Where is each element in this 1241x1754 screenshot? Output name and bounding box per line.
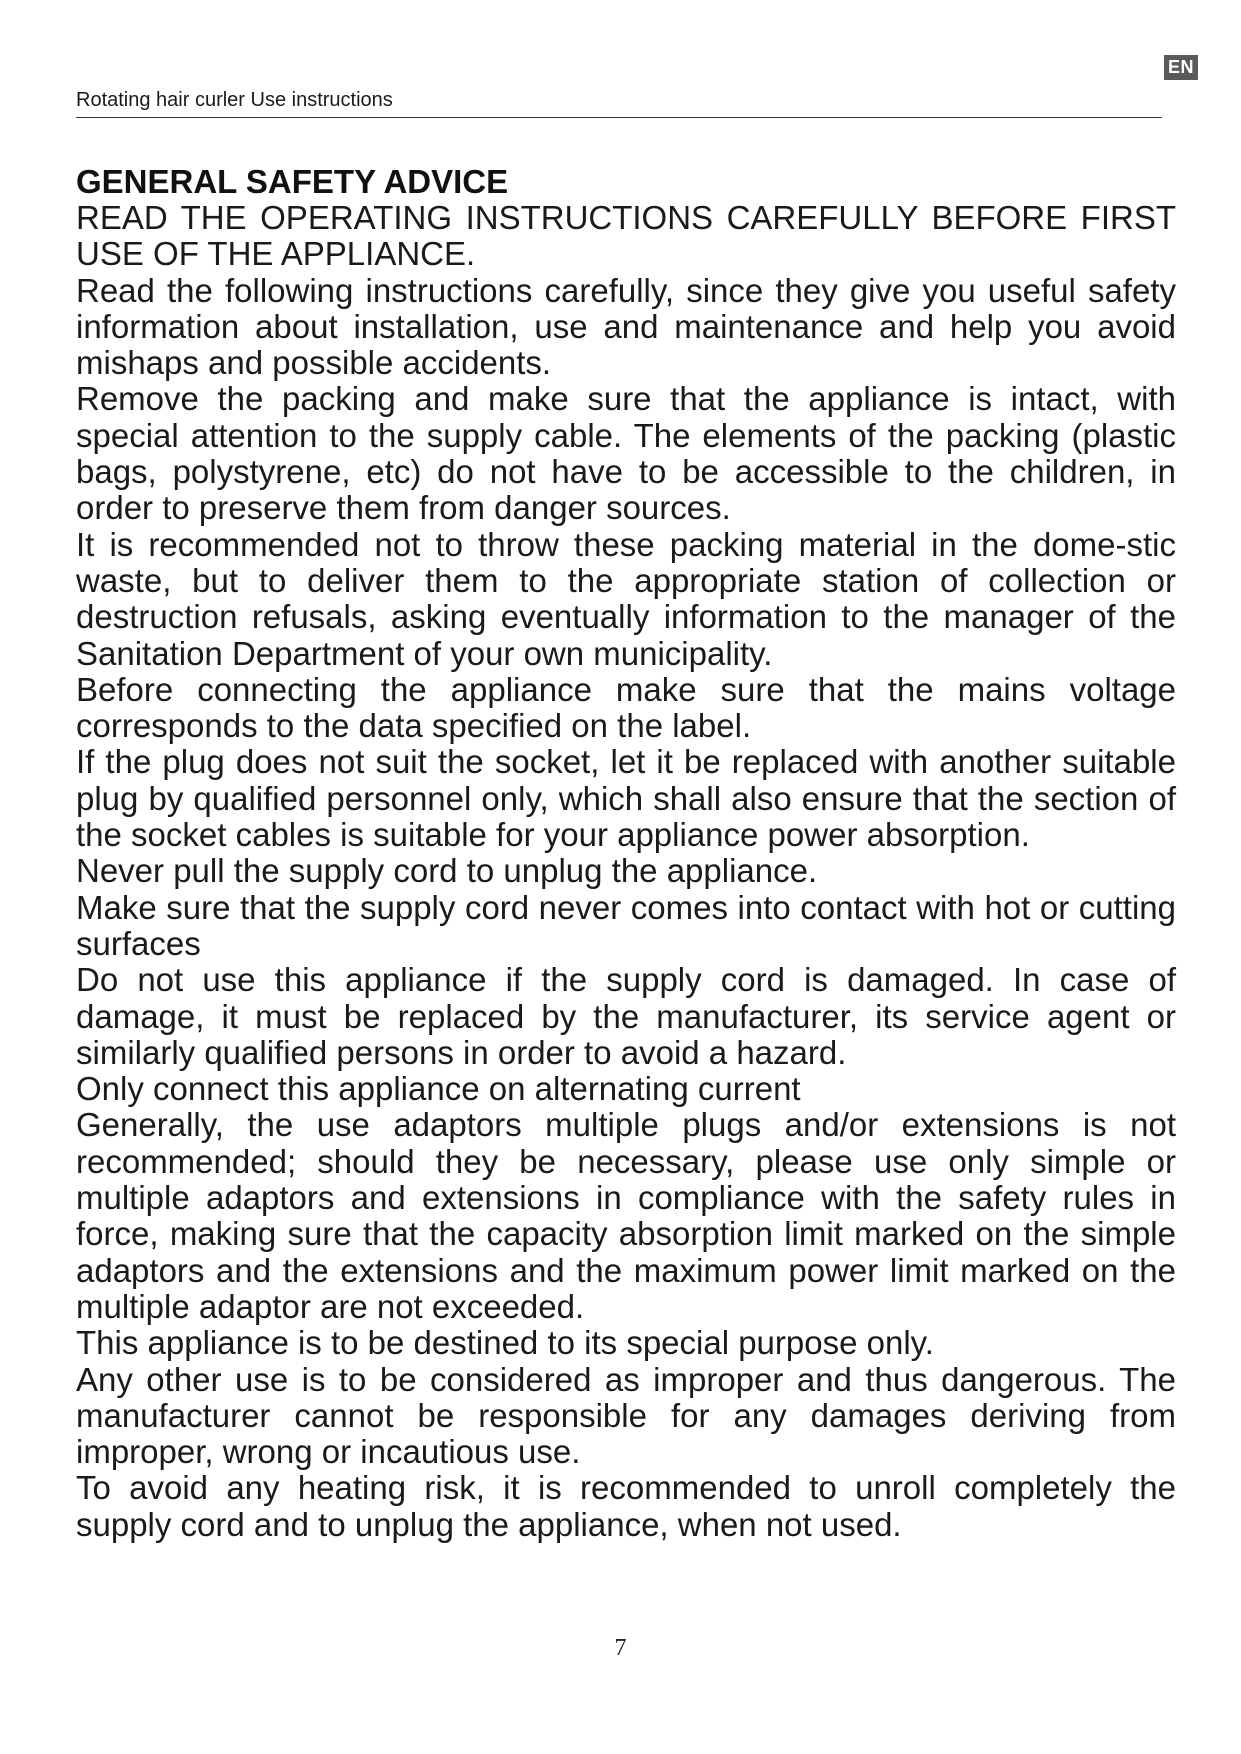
paragraph-heating-risk: To avoid any heating risk, it is recommended to unroll completely the supply cord and to unplug the appliance, when not used. [76,1469,1176,1543]
paragraph-alternating-current: Only connect this appliance on alternating current [76,1070,801,1108]
section-heading: GENERAL SAFETY ADVICE [76,163,509,200]
paragraph-supply-cord-pull: Never pull the supply cord to unplug the appliance. [76,852,818,890]
page-number: 7 [614,1635,627,1661]
paragraph-hot-surfaces: Make sure that the supply cord never comes into contact with hot or cutting surfaces [76,888,1176,962]
paragraph-damaged-cord: Do not use this appliance if the supply cord is damaged. In case of damage, it must be replaced by the manufacturer, its service agent or similarly qualified persons in order to avoid a hazard. [76,961,1176,1071]
document-header-title: Rotating hair curler Use instructions [76,89,393,111]
paragraph-packing-disposal: It is recommended not to throw these packing material in the dome-stic waste, but to deliver them to the appropriate station of collection or destruction refusals, asking eventually information to the manager of the Sanitation Department of your own municipality. [76,525,1176,672]
language-badge: EN [1164,55,1198,80]
paragraph-improper-use: Any other use is to be considered as improper and thus dangerous. The manufacturer cannot be responsible for any damages deriving from improper, wrong or incautious use. [76,1360,1176,1471]
safety-section [76,164,1176,1543]
paragraph-adaptors: Generally, the use adaptors multiple plugs and/or extensions is not recommended; should they be necessary, please use only simple or multiple adaptors and extensions in compliance with the safety rules in force, making sure that the capacity absorption limit marked on the simple adaptors and the extensions and the maximum power limit marked on the multiple adaptor are not exceeded. [76,1106,1176,1325]
paragraph-mains-voltage: Before connecting the appliance make sure that the mains voltage corresponds to the data specified on the label. [76,670,1176,745]
header-divider [76,117,1162,118]
paragraph-special-purpose: This appliance is to be destined to its special purpose only. [76,1324,934,1362]
paragraph-safety-info: Read the following instructions carefully, since they give you useful safety information about installation, use and maintenance and help you avoid mishaps and possible accidents. [76,271,1176,382]
paragraph-plug-replacement: If the plug does not suit the socket, let it be replaced with another suitable plug by qualified personnel only, which shall also ensure that the section of the socket cables is suitable for your appliance power absorption. [76,743,1176,854]
paragraph-read-instructions: READ THE OPERATING INSTRUCTIONS CAREFULLY BEFORE FIRST USE OF THE APPLIANCE. [76,199,1176,273]
paragraph-remove-packing: Remove the packing and make sure that the appliance is intact, with special attention to the supply cable. The elements of the packing (plastic bags, polystyrene, etc) do not have to be accessible to the children, in order to preserve them from danger sources. [76,380,1176,527]
